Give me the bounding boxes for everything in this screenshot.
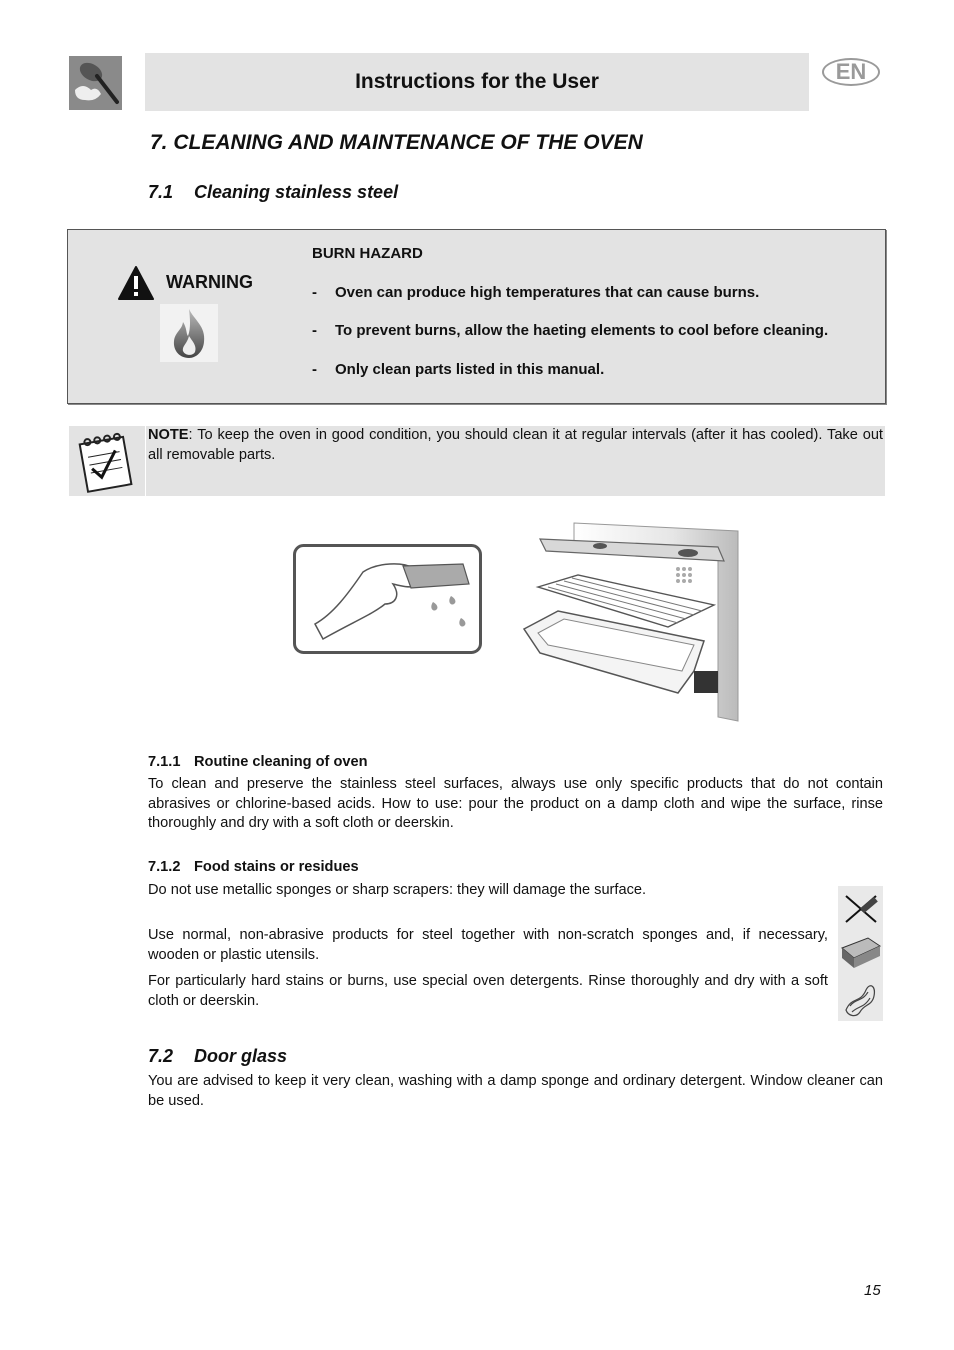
subsubsection-title-stains: 7.1.2 Food stains or residues bbox=[148, 859, 359, 875]
language-badge: EN bbox=[822, 58, 880, 86]
oven-interior-illustration bbox=[518, 521, 740, 728]
subsubsection-title-routine: 7.1.1 Routine cleaning of oven bbox=[148, 754, 368, 770]
warning-item: - To prevent burns, allow the haeting elements to cool before cleaning. bbox=[312, 322, 829, 339]
note-text: NOTE: To keep the oven in good condition, you should clean it at regular intervals (after it has cooled). Take out all removable parts. bbox=[148, 427, 883, 463]
sponge-icon bbox=[842, 938, 880, 968]
stains-paragraph-1: Do not use metallic sponges or sharp scrapers: they will damage the surface. bbox=[148, 882, 647, 898]
hand-cloth-illustration bbox=[293, 544, 483, 659]
section-title: 7. CLEANING AND MAINTENANCE OF THE OVEN bbox=[150, 131, 643, 154]
subsection-title-cleaning-steel bbox=[148, 182, 398, 203]
stains-paragraph-3: For particularly hard stains or burns, use special oven detergents. Rinse thoroughly and dry with a soft cloth or deerskin. bbox=[148, 973, 828, 1009]
flame-icon bbox=[160, 304, 218, 362]
warning-triangle-icon bbox=[117, 265, 155, 306]
routine-paragraph: To clean and preserve the stainless steel surfaces, always use only specific products that do not contain abrasives or chlorine-based acids. How to use: pour the product on a damp cloth and wipe the surface, rinse thoroughly and dry with a soft cloth or deerskin. bbox=[148, 776, 883, 831]
warning-heading: BURN HAZARD bbox=[312, 245, 423, 262]
page-header-title: Instructions for the User bbox=[355, 70, 599, 93]
page-number: 15 bbox=[864, 1282, 881, 1299]
subsection-number: 7.1 bbox=[148, 182, 174, 202]
notepad-icon bbox=[69, 426, 145, 496]
chef-spoon-icon bbox=[69, 56, 122, 110]
cleaning-tools-icons bbox=[838, 886, 883, 1021]
no-metal-scraper-icon bbox=[846, 896, 878, 922]
subsection-label: Cleaning stainless steel bbox=[194, 182, 399, 202]
subsection-title-door-glass: 7.2 Door glass bbox=[148, 1046, 288, 1066]
steel-wool-icon bbox=[846, 986, 874, 1016]
warning-item: - Oven can produce high temperatures that can cause burns. bbox=[312, 284, 760, 301]
warning-label: WARNING bbox=[166, 272, 253, 292]
note-label: NOTE bbox=[148, 427, 189, 443]
warning-item: - Only clean parts listed in this manual. bbox=[312, 361, 605, 378]
door-glass-paragraph: You are advised to keep it very clean, washing with a damp sponge and ordinary detergent. Window cleaner can be used. bbox=[148, 1073, 883, 1109]
stains-paragraph-2: Use normal, non-abrasive products for steel together with non-scratch sponges and, if necessary, wooden or plastic utensils. bbox=[148, 927, 828, 963]
